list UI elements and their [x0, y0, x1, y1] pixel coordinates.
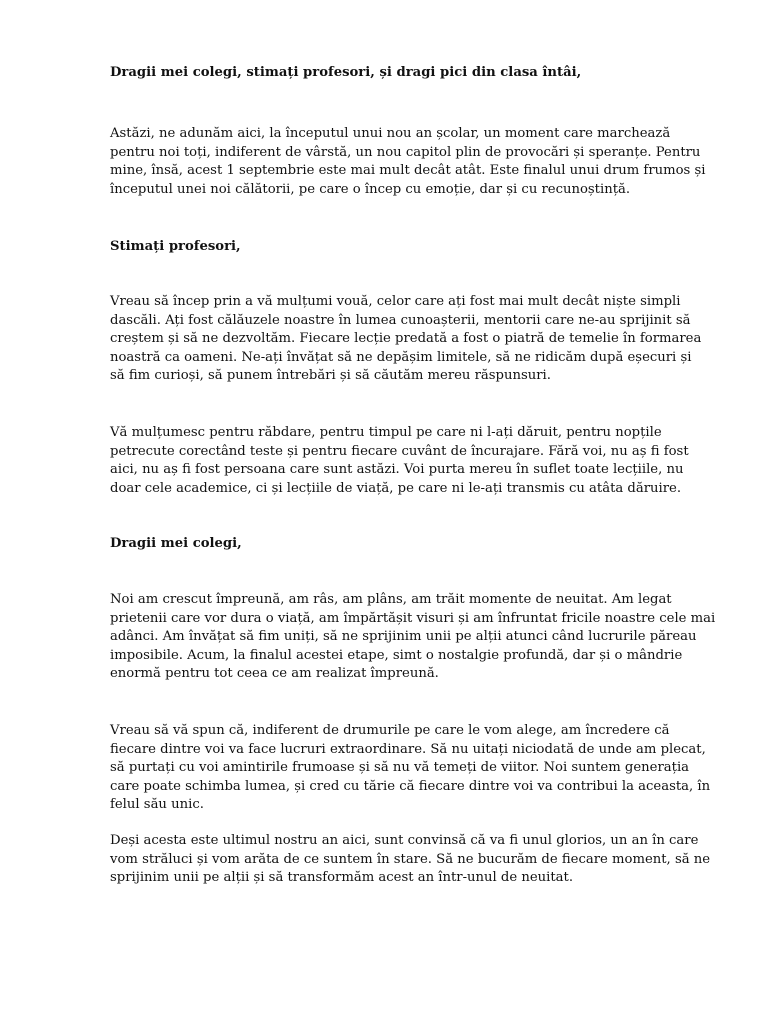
colleagues-paragraph-3: Deși acesta este ultimul nostru an aici, sunt convinsă că va fi unul glorios, un an în care vom străluci și vom arăta de ce suntem în stare. Să ne bucurăm de fiecare moment, să ne sprijinim unii pe alții și să transformăm acest an într-unul de neuitat. [110, 833, 711, 885]
colleagues-heading: Dragii mei colegi, [110, 536, 242, 551]
teachers-paragraph-1: Vreau să încep prin a vă mulțumi vouă, celor care ați fost mai mult decât niște simpli dascăli. Ați fost călăuzele noastre în lumea cunoașterii, mentorii care ne-au sprijinit să creștem și să ne dezvoltăm. Fiecare lecție predată a fost o piatră de temelie în formarea noastră ca oameni. Ne-ați învățat să ne depășim limitele, să ne ridicăm după eșecuri și să fim curioși, să punem întrebări și să căutăm mereu răspunsuri. [110, 294, 702, 383]
teachers-paragraph-2: Vă mulțumesc pentru răbdare, pentru timpul pe care ni l-ați dăruit, pentru nopțile petrecute corectând teste și pentru fiecare cuvânt de încurajare. Fără voi, nu aș fi fost aici, nu aș fi fost persoana care sunt astăzi. Voi purta mereu în suflet toate lecțiile, nu doar cele academice, ci și lecțiile de viață, pe care ni le-ați transmis cu atâta dăruire. [110, 425, 689, 496]
greeting-heading: Dragii mei colegi, stimați profesori, și dragi pici din clasa întâi, [110, 65, 582, 80]
intro-paragraph: Astăzi, ne adunăm aici, la începutul unui nou an școlar, un moment care marchează pentru noi toți, indiferent de vârstă, un nou capitol plin de provocări și speranțe. Pentru mine, însă, acest 1 septembrie este mai mult decât atât. Este finalul unui drum frumos și începutul unei noi călătorii, pe care o încep cu emoție, dar și cu recunoștință. [110, 126, 706, 197]
teachers-heading: Stimați profesori, [110, 239, 241, 254]
colleagues-paragraph-1: Noi am crescut împreună, am râs, am plâns, am trăit momente de neuitat. Am legat prietenii care vor dura o viață, am împărtășit visuri și am înfruntat fricile noastre cele mai adânci. Am învățat să fim uniți, să ne sprijinim unii pe alții atunci când lucrurile păreau imposibile. Acum, la finalul acestei etape, simt o nostalgie profundă, dar și o mândrie enormă pentru tot ceea ce am realizat împreună. [110, 592, 716, 681]
colleagues-paragraph-2: Vreau să vă spun că, indiferent de drumurile pe care le vom alege, am încredere că fiecare dintre voi va face lucruri extraordinare. Să nu uitați niciodată de unde am plecat, să purtați cu voi amintirile frumoase și să nu vă temeți de viitor. Noi suntem generația care poate schimba lumea, și cred cu tărie că fiecare dintre voi va contribui la aceasta, în felul său unic. [110, 723, 711, 812]
